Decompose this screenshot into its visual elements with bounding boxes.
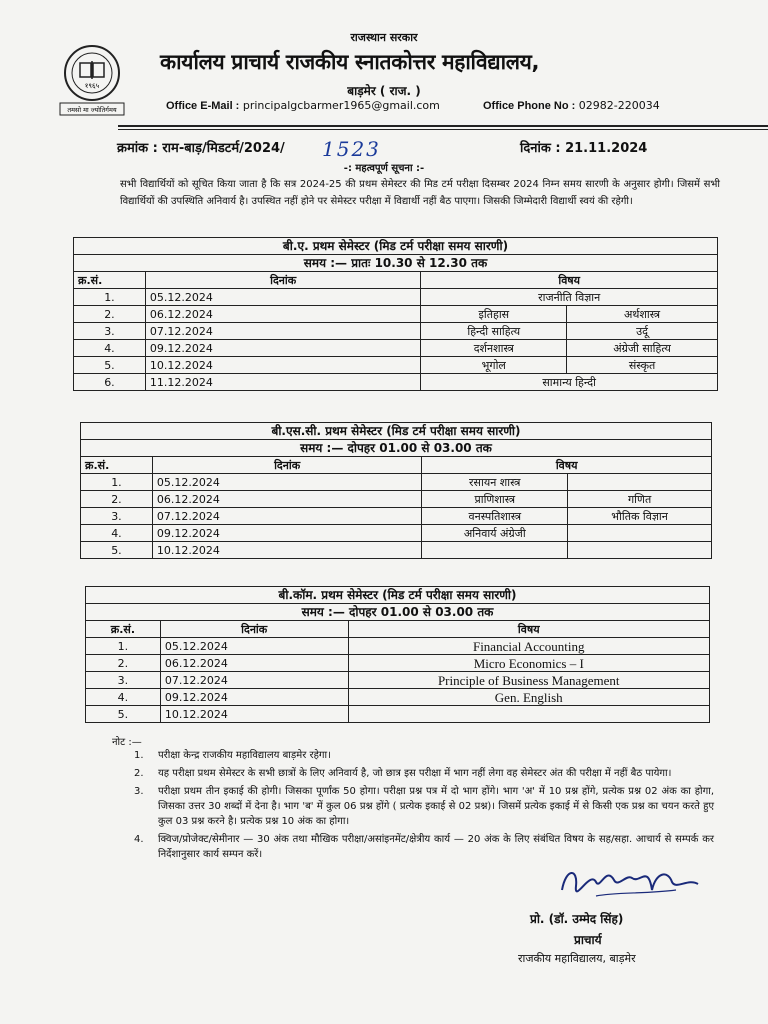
table-row: 2. 06.12.2024 Micro Economics – I bbox=[86, 655, 710, 672]
table-row: 5. 10.12.2024 भूगोल संस्कृत bbox=[74, 357, 718, 374]
city-name: बाड़मेर ( राज. ) bbox=[347, 84, 421, 98]
bsc-table-title: बी.एस.सी. प्रथम सेमेस्टर (मिड टर्म परीक्षा समय सारणी) bbox=[81, 423, 712, 440]
svg-text:१९६५: १९६५ bbox=[84, 82, 100, 90]
office-email: Office E-Mail : principalgcbarmer1965@gmail.com bbox=[166, 99, 440, 112]
table-row: 4. 09.12.2024 अनिवार्य अंग्रेजी bbox=[81, 525, 712, 542]
notes-list bbox=[134, 748, 714, 865]
government-heading: राजस्थान सरकार bbox=[350, 31, 418, 44]
table-row: 1. 05.12.2024 रसायन शास्त्र bbox=[81, 474, 712, 491]
table-header-row: क्र.सं. दिनांक विषय bbox=[74, 272, 718, 289]
table-row: 2. 06.12.2024 इतिहास अर्थशास्त्र bbox=[74, 306, 718, 323]
header-divider-thin bbox=[118, 129, 768, 130]
table-row: 3. 07.12.2024 हिन्दी साहित्य उर्दू bbox=[74, 323, 718, 340]
ba-timetable bbox=[73, 237, 718, 391]
college-seal-icon bbox=[58, 43, 160, 117]
note-item: 1. परीक्षा केन्द्र राजकीय महाविद्यालय बाड़मेर रहेगा। bbox=[134, 750, 331, 761]
table-row: 5. 10.12.2024 bbox=[86, 706, 710, 723]
table-row: 4. 09.12.2024 Gen. English bbox=[86, 689, 710, 706]
table-header-row: क्र.सं. दिनांक विषय bbox=[81, 457, 712, 474]
notice-title: -: महत्वपूर्ण सूचना :- bbox=[343, 163, 425, 174]
table-row: 1. 05.12.2024 राजनीति विज्ञान bbox=[74, 289, 718, 306]
bcom-table-time: समय :— दोपहर 01.00 से 03.00 तक bbox=[86, 604, 710, 621]
notice-body: सभी विद्यार्थियों को सूचित किया जाता है कि सत्र 2024-25 की प्रथम सेमेस्टर की मिड टर्म परीक्षा दिसम्बर 2024 निम्न समय सारणी के अनुसार होगी। जिसमें सभी विद्यार्थियों की उपस्थिति अनिवार्य है। उपस्थित नहीं होने पर सेमेस्टर परीक्षा में विद्यार्थी नहीं बैठ पाएगा। जिसकी जिम्मेदारी विद्यार्थी स्वयं की रहेगी। bbox=[120, 179, 720, 207]
signatory-name: प्रो. (डॉ. उम्मेद सिंह) bbox=[530, 912, 624, 926]
reference-number: क्रमांक : राम-बाड़/मिडटर्म/2024/ bbox=[117, 141, 285, 156]
table-row: 3. 07.12.2024 वनस्पतिशास्त्र भौतिक विज्ञान bbox=[81, 508, 712, 525]
signatory-college: राजकीय महाविद्यालय, बाड़मेर bbox=[518, 952, 636, 965]
office-name: कार्यालय प्राचार्य राजकीय स्नातकोत्तर महाविद्यालय, bbox=[160, 50, 540, 74]
note-item: 4. क्विज/प्रोजेक्ट/सेमीनार — 30 अंक तथा मौखिक परीक्षा/असांइनमेंट/क्षेत्रीय कार्य — 20 अंक के लिए संबंधित विषय के सह/सहा. आचार्य से सम्पर्क कर निर्देशानुसार कार्य सम्पन करें। bbox=[134, 834, 714, 860]
office-phone: Office Phone No : 02982-220034 bbox=[483, 99, 660, 112]
signatory-designation: प्राचार्य bbox=[574, 933, 602, 947]
bcom-timetable bbox=[85, 586, 710, 723]
notice-date: दिनांक : 21.11.2024 bbox=[520, 141, 648, 156]
signature-scribble-icon bbox=[556, 860, 706, 906]
table-row: 2. 06.12.2024 प्राणिशास्त्र गणित bbox=[81, 491, 712, 508]
note-item: 2. यह परीक्षा प्रथम सेमेस्टर के सभी छात्रों के लिए अनिवार्य है, जो छात्र इस परीक्षा में भाग नहीं लेगा वह सेमेस्टर अंत की परीक्षा में नहीं बैठ पायेगा। bbox=[134, 768, 672, 779]
header-divider bbox=[118, 125, 768, 127]
notes-label: नोट :— bbox=[112, 737, 142, 748]
table-row: 4. 09.12.2024 दर्शनशास्त्र अंग्रेजी साहित्य bbox=[74, 340, 718, 357]
ba-table-title: बी.ए. प्रथम सेमेस्टर (मिड टर्म परीक्षा समय सारणी) bbox=[74, 238, 718, 255]
svg-text:तमसो मा ज्योतिर्गमय: तमसो मा ज्योतिर्गमय bbox=[67, 106, 117, 114]
bsc-timetable bbox=[80, 422, 712, 559]
table-row: 5. 10.12.2024 bbox=[81, 542, 712, 559]
table-row: 3. 07.12.2024 Principle of Business Management bbox=[86, 672, 710, 689]
table-header-row: क्र.सं. दिनांक विषय bbox=[86, 621, 710, 638]
bcom-table-title: बी.कॉम. प्रथम सेमेस्टर (मिड टर्म परीक्षा समय सारणी) bbox=[86, 587, 710, 604]
note-item: 3. परीक्षा प्रथम तीन इकाई की होगी। जिसका पूर्णांक 50 होगा। परीक्षा प्रश्न पत्र में दो भाग होंगे। भाग 'अ' में 10 प्रश्न होंगे, प्रत्येक प्रश्न 02 अंक का होगा, जिसका उत्तर 30 शब्दों में देना है। भाग 'ब' में कुल 06 प्रश्न होंगे ( प्रत्येक इकाई से 02 प्रश्न)। जिसमें प्रत्येक इकाई में से किसी एक प्रश्न का चयन करते हुए कुल 03 प्रश्न करने है। प्रत्येक प्रश्न 10 अंक का होगा। bbox=[134, 786, 714, 827]
ba-table-time: समय :— प्रातः 10.30 से 12.30 तक bbox=[74, 255, 718, 272]
table-row: 6. 11.12.2024 सामान्य हिन्दी bbox=[74, 374, 718, 391]
handwritten-reference-number: 1523 bbox=[322, 137, 381, 161]
bsc-table-time: समय :— दोपहर 01.00 से 03.00 तक bbox=[81, 440, 712, 457]
table-row: 1. 05.12.2024 Financial Accounting bbox=[86, 638, 710, 655]
